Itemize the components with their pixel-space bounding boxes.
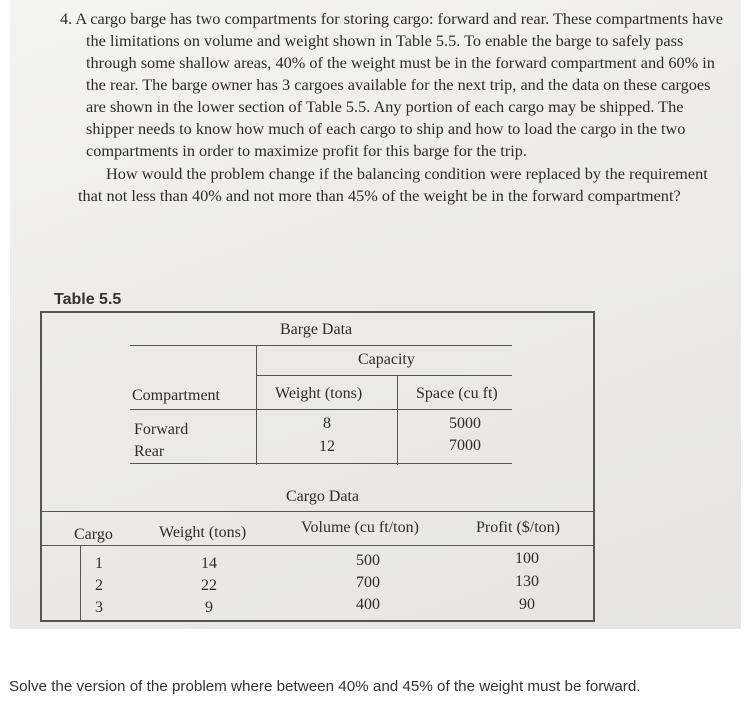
cargo-volume-3: 400 <box>356 596 380 613</box>
barge-divider-left <box>256 345 257 465</box>
cargo-header-rule <box>42 545 595 546</box>
cargo-top-rule <box>42 511 595 512</box>
table-label: Table 5.5 <box>54 291 122 308</box>
cargo-data-title: Cargo Data <box>286 488 360 505</box>
problem-paragraph-2: How would the problem change if the balancing condition were replaced by the requirement that not less than 40% and not more than 45% of the weight be in the forward compartment? <box>78 164 708 205</box>
weight-header: Weight (tons) <box>275 385 363 402</box>
barge-bottom-rule <box>130 463 512 464</box>
barge-data-title: Barge Data <box>280 321 353 338</box>
cargo-id-3: 3 <box>95 599 103 616</box>
cargo-profit-2: 130 <box>515 573 539 590</box>
cargo-volume-2: 700 <box>356 574 380 591</box>
cargo-weight-3: 9 <box>205 599 213 616</box>
forward-space: 5000 <box>449 415 481 432</box>
cargo-weight-1: 14 <box>201 555 217 572</box>
rear-space: 7000 <box>449 437 481 454</box>
cargo-profit-1: 100 <box>515 550 539 567</box>
rear-weight: 12 <box>319 438 335 455</box>
barge-header-rule <box>130 409 512 410</box>
table-5-5 <box>40 311 595 622</box>
cargo-id-divider <box>80 545 81 622</box>
cargo-header: Cargo <box>74 526 113 543</box>
compartment-header: Compartment <box>132 387 220 404</box>
compartment-rear: Rear <box>134 443 165 460</box>
problem-paragraph-1: 4. A cargo barge has two compartments for storing cargo: forward and rear. These compartments have the limitations on volume and weight shown in Table 5.5. To enable the barge to safely pass through some shallow areas, 40% of the weight must be in the forward compartment and 60% in the rear. The barge owner has 3 cargoes available for the next trip, and the data on these cargoes are shown in the lower section of Table 5.5. Any portion of each cargo may be shipped. The shipper needs to know how much of each cargo to ship and how to load the cargo in the two compartments in order to maximize profit for this barge for the trip. <box>60 9 723 160</box>
profit-header: Profit ($/ton) <box>476 519 560 536</box>
cargo-profit-3: 90 <box>519 596 535 613</box>
capacity-rule <box>256 375 512 376</box>
instruction-text: Solve the version of the problem where between 40% and 45% of the weight must be forward. <box>9 678 641 695</box>
barge-divider-right <box>397 375 398 465</box>
problem-statement <box>60 8 730 207</box>
capacity-header: Capacity <box>358 351 415 368</box>
cargo-weight-2: 22 <box>201 577 217 594</box>
volume-header: Volume (cu ft/ton) <box>301 519 419 536</box>
space-header: Space (cu ft) <box>416 385 498 402</box>
cargo-id-1: 1 <box>95 555 103 572</box>
forward-weight: 8 <box>323 415 331 432</box>
barge-top-rule <box>130 345 512 346</box>
compartment-forward: Forward <box>134 421 189 438</box>
cargo-weight-header: Weight (tons) <box>159 524 247 541</box>
cargo-volume-1: 500 <box>356 552 380 569</box>
cargo-id-2: 2 <box>95 577 103 594</box>
